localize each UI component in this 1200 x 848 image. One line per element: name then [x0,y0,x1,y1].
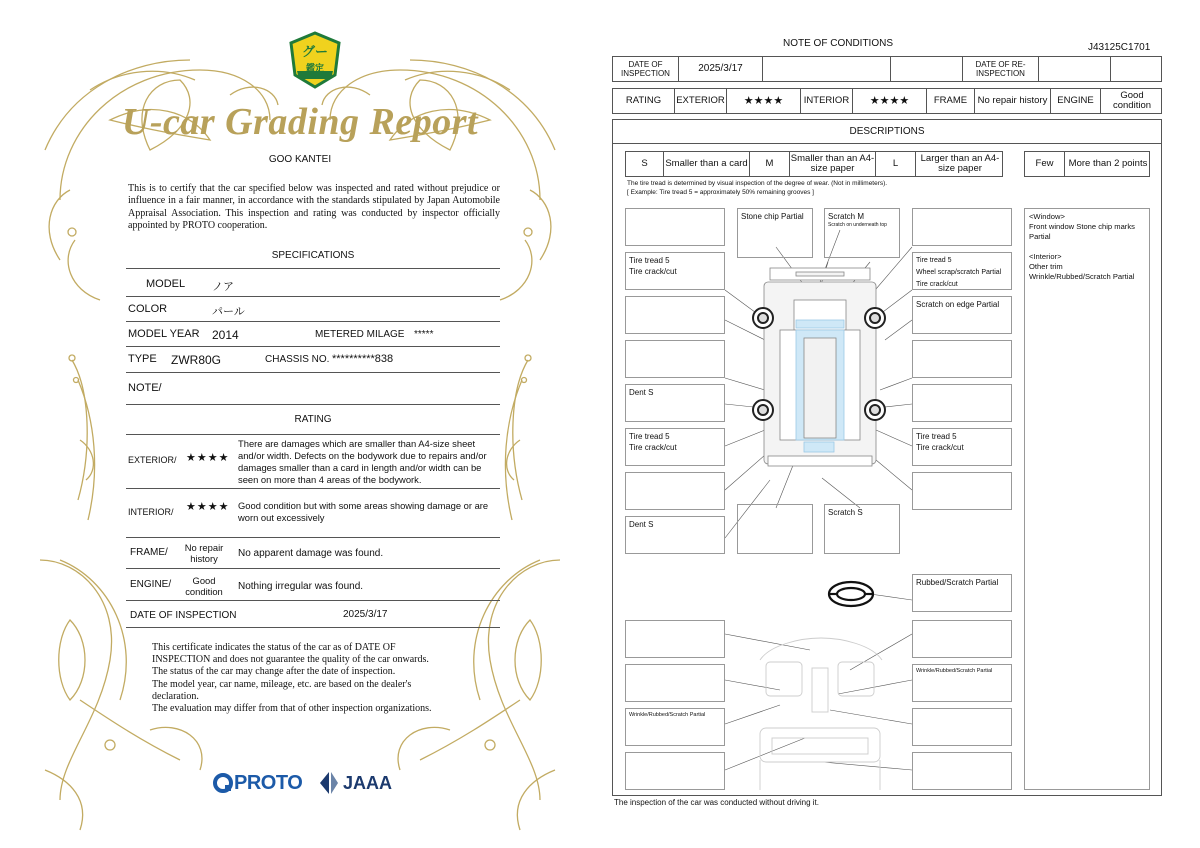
divider [126,268,500,269]
divider [126,346,500,347]
conditions-footer-note: The inspection of the car was conducted without driving it. [614,798,819,807]
divider [126,434,500,435]
legend-s: S [626,152,664,176]
divider [126,488,500,489]
report-subtitle: GOO KANTEI [268,154,332,165]
note-box-edge-scratch: Scratch on edge Partial [912,296,1012,334]
badge-line1: グー [301,44,328,59]
footer-line: The status of the car may change after the date of inspection. [152,666,396,678]
divider [126,296,500,297]
footer-line: This certificate indicates the status of the car as of DATE OF [152,642,396,653]
note-box-left-3 [625,340,725,378]
rating-label: RATING [613,89,675,113]
tread-example: [ Example: Tire tread 5 = approximately 50% remaining grooves ] [627,189,814,196]
frame-value: No repair history [975,89,1051,113]
engine-value: Good condition [185,575,223,597]
note-box-left-6 [625,472,725,510]
legend-s-desc: Smaller than a card [664,152,750,176]
proto-mark-icon [212,772,234,794]
engine-label: ENGINE/ [130,579,172,590]
interior-box-right-3 [912,708,1012,746]
note-box-left-2 [625,296,725,334]
specifications-heading: SPECIFICATIONS [271,250,355,261]
divider [126,537,500,538]
interior-box-right-1 [912,620,1012,658]
legend-few: Few [1025,152,1065,176]
note-box-stone-chip: Stone chip Partial [737,208,813,258]
date-inspection-label: DATE OF INSPECTION [613,57,679,81]
conditions-title: NOTE OF CONDITIONS [783,38,893,49]
legend-m-desc: Smaller than an A4-size paper [790,153,875,174]
note-box-steering: Rubbed/Scratch Partial [912,574,1012,612]
jaaa-mark-icon [318,771,340,795]
frame-label: FRAME/ [130,547,168,558]
divider [126,568,500,569]
certificate-footer [152,642,497,715]
engine-description: Nothing irregular was found. [238,581,364,592]
date-reinspection-label: DATE OF RE-INSPECTION [963,57,1039,81]
note-box-rear-center [737,504,813,554]
chassis-value: **********838 [332,353,394,365]
jaaa-logo [318,770,398,796]
note-box-tire-rear-left: Tire tread 5 Tire crack/cut [625,428,725,466]
model-year-value: 2014 [212,328,239,342]
footer-line: The evaluation may differ from that of other inspection organizations. [152,703,432,715]
engine-value: Good condition [1112,90,1152,111]
divider [126,372,500,373]
legend-l-desc: Larger than an A4-size paper [920,153,1000,174]
frame-label: FRAME [927,89,975,113]
model-year-label: MODEL YEAR [128,328,200,340]
interior-box-right-2: Wrinkle/Rubbed/Scratch Partial [912,664,1012,702]
type-label: TYPE [128,353,157,365]
scratch-m-text: Scratch M [828,212,865,221]
interior-description: Good condition but with some areas showing damage or are worn out excessively [238,500,489,523]
badge-shield-icon [287,31,343,89]
inspection-code: J43125C1701 [1088,42,1151,53]
proto-logo [212,770,312,796]
note-box-dent-left: Dent S [625,384,725,422]
badge-line2: 鑑定 [305,63,324,73]
frame-description: No apparent damage was found. [238,548,384,559]
note-box-right-4 [912,384,1012,422]
chassis-label: CHASSIS NO. [265,354,330,365]
note-box-front-left-top [625,208,725,246]
divider [126,627,500,628]
divider [126,321,500,322]
car-interior-view [760,638,882,790]
exterior-label: EXTERIOR [675,89,727,113]
additional-notes-panel: <Window> Front window Stone chip marks Partial <Interior> Other trim Wrinkle/Rubbed/Scratch Partial [1024,208,1150,790]
model-value: ノア [212,281,234,293]
engine-label: ENGINE [1051,89,1101,113]
date-inspection-value: 2025/3/17 [679,57,763,81]
metered-mileage-label: METERED MILAGE [315,329,405,340]
jaaa-logo-text: JAAA [343,772,393,793]
note-label: NOTE/ [128,382,162,394]
car-top-view [764,268,876,466]
footer-line: INSPECTION and does not guarantee the quality of the car onwards. [152,654,429,666]
interior-label: INTERIOR/ [128,507,174,517]
note-box-tire-front-left: Tire tread 5 Tire crack/cut [625,252,725,290]
interior-box-left-3: Wrinkle/Rubbed/Scratch Partial [625,708,725,746]
exterior-stars: ★★★★ [186,452,230,464]
legend-m: M [750,152,790,176]
color-label: COLOR [128,303,168,315]
scratch-m-subtext: Scratch on underneath top [828,222,887,228]
note-box-scratch-rear: Scratch S [824,504,900,554]
interior-stars: ★★★★ [186,501,230,513]
model-label: MODEL [146,278,186,290]
note-box-dent-rear: Dent S [625,516,725,554]
legend-few-desc: More than 2 points [1068,158,1148,169]
goo-kantei-badge [287,31,343,89]
left-side-scroll-ornament [69,355,95,520]
note-box-right-6 [912,472,1012,510]
top-right-ribbon-ornament [322,60,555,300]
inspection-date-value: 2025/3/17 [343,609,388,620]
exterior-description: There are damages which are smaller than A4-size sheet and/or width. Defects on the bodywork due to repairs and/or damages smaller than a card in length and/or width can be seen on more than 4 areas of the bodywork. [238,438,487,485]
interior-box-left-4 [625,752,725,790]
exterior-label: EXTERIOR/ [128,455,177,465]
interior-box-left-2 [625,664,725,702]
right-side-scroll-ornament [505,355,531,520]
top-left-ribbon-ornament [45,60,278,300]
interior-stars: ★★★★ [853,89,927,113]
footer-line: The model year, car name, mileage, etc. are based on the dealer's [152,678,412,690]
divider [126,404,500,405]
note-box-tire-front-right: Tire tread 5 Wheel scrap/scratch Partial Tire crack/cut [912,252,1012,290]
color-value: パール [212,306,245,318]
type-value: ZWR80G [171,353,222,367]
metered-mileage-value: ***** [414,329,434,340]
descriptions-heading: DESCRIPTIONS [849,126,925,137]
note-box-front-right-top [912,208,1012,246]
rating-heading: RATING [294,414,332,425]
interior-box-left-1 [625,620,725,658]
note-of-conditions [600,0,1200,848]
interior-label: INTERIOR [801,89,853,113]
note-box-right-3 [912,340,1012,378]
legend-l: L [876,152,916,176]
certification-statement: This is to certify that the car specified below was inspected and rated without prejudice or influence in a fair manner, in accordance with the standards stipulated by Japan Automobile Appraisal Association. This inspection and rating was conducted by inspector officially appointed by PROTO cooperation. [128,183,500,232]
report-title: U-car Grading Report [121,101,479,143]
exterior-stars: ★★★★ [727,89,801,113]
proto-logo-text: PROTO [234,771,303,794]
footer-line: declaration. [152,690,199,702]
note-box-tire-rear-right: Tire tread 5 Tire crack/cut [912,428,1012,466]
inspection-date-label: DATE OF INSPECTION [130,610,237,621]
divider [126,600,500,601]
tread-note: The tire tread is determined by visual inspection of the degree of wear. (Not in millimeters). [627,180,888,187]
interior-box-right-4 [912,752,1012,790]
steering-wheel-icon [829,582,873,606]
note-box-scratch-m [824,208,900,258]
frame-value: No repair history [184,542,224,564]
